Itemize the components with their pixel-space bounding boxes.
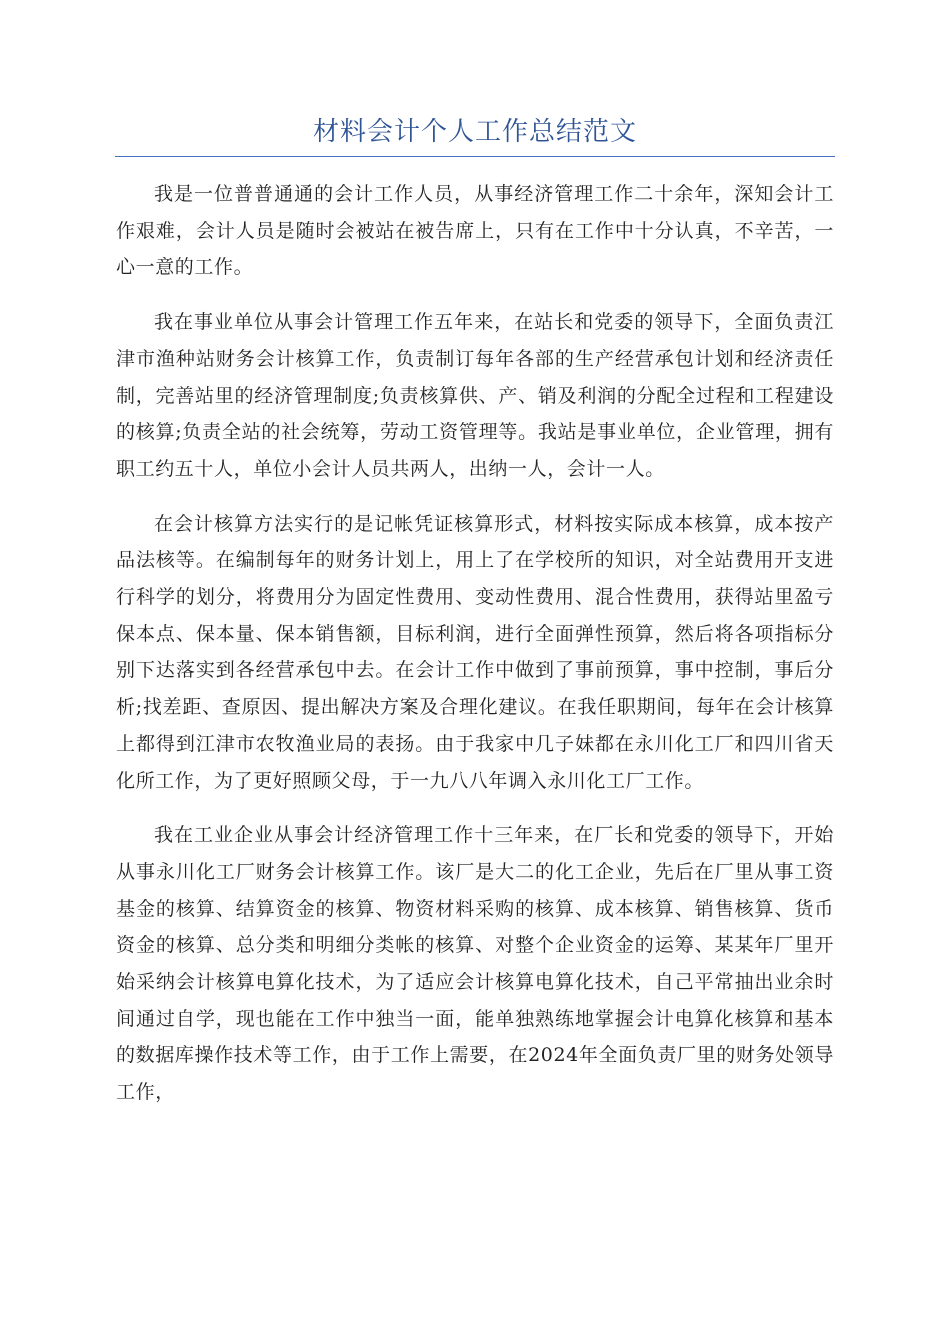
document-title: 材料会计个人工作总结范文 (312, 117, 637, 147)
title-block (115, 112, 835, 157)
paragraph-3: 在会计核算方法实行的是记帐凭证核算形式，材料按实际成本核算，成本按产品法核等。在编制每年的财务计划上，用上了在学校所的知识，对全站费用开支进行科学的划分，将费用分为固定性费用、变动性费用、混合性费用，获得站里盈亏保本点、保本量、保本销售额，目标利润，进行全面弹性预算，然后将各项指标分别下达落实到各经营承包中去。在会计工作中做到了事前预算，事中控制，事后分析;找差距、查原因、提出解决方案及合理化建议。在我任职期间，每年在会计核算上都得到江津市农牧渔业局的表扬。由于我家中几子妹都在永川化工厂和四川省天化所工作，为了更好照顾父母，于一九八八年调入永川化工厂工作。 (116, 512, 834, 792)
paragraph-1: 我是一位普普通通的会计工作人员，从事经济管理工作二十余年，深知会计工作艰难，会计人员是随时会被站在被告席上，只有在工作中十分认真，不辛苦，一心一意的工作。 (116, 183, 834, 279)
paragraph-4: 我在工业企业从事会计经济管理工作十三年来，在厂长和党委的领导下，开始从事永川化工厂财务会计核算工作。该厂是大二的化工企业，先后在厂里从事工资基金的核算、结算资金的核算、物资材料采购的核算、成本核算、销售核算、货币资金的核算、总分类和明细分类帐的核算、对整个企业资金的运筹、某某年厂里开始采纳会计核算电算化技术，为了适应会计核算电算化技术，自己平常抽出业余时间通过自学，现也能在工作中独当一面，能单独熟练地掌握会计电算化核算和基本的数据库操作技术等工作，由于工作上需要，在2024年全面负责厂里的财务处领导工作， (116, 824, 834, 1104)
document-body (116, 176, 834, 1129)
paragraph-2: 我在事业单位从事会计管理工作五年来，在站长和党委的领导下，全面负责江津市渔种站财务会计核算工作，负责制订每年各部的生产经营承包计划和经济责任制，完善站里的经济管理制度;负责核算供、产、销及利润的分配全过程和工程建设的核算;负责全站的社会统筹，劳动工资管理等。我站是事业单位，企业管理，拥有职工约五十人，单位小会计人员共两人，出纳一人，会计一人。 (116, 311, 834, 480)
